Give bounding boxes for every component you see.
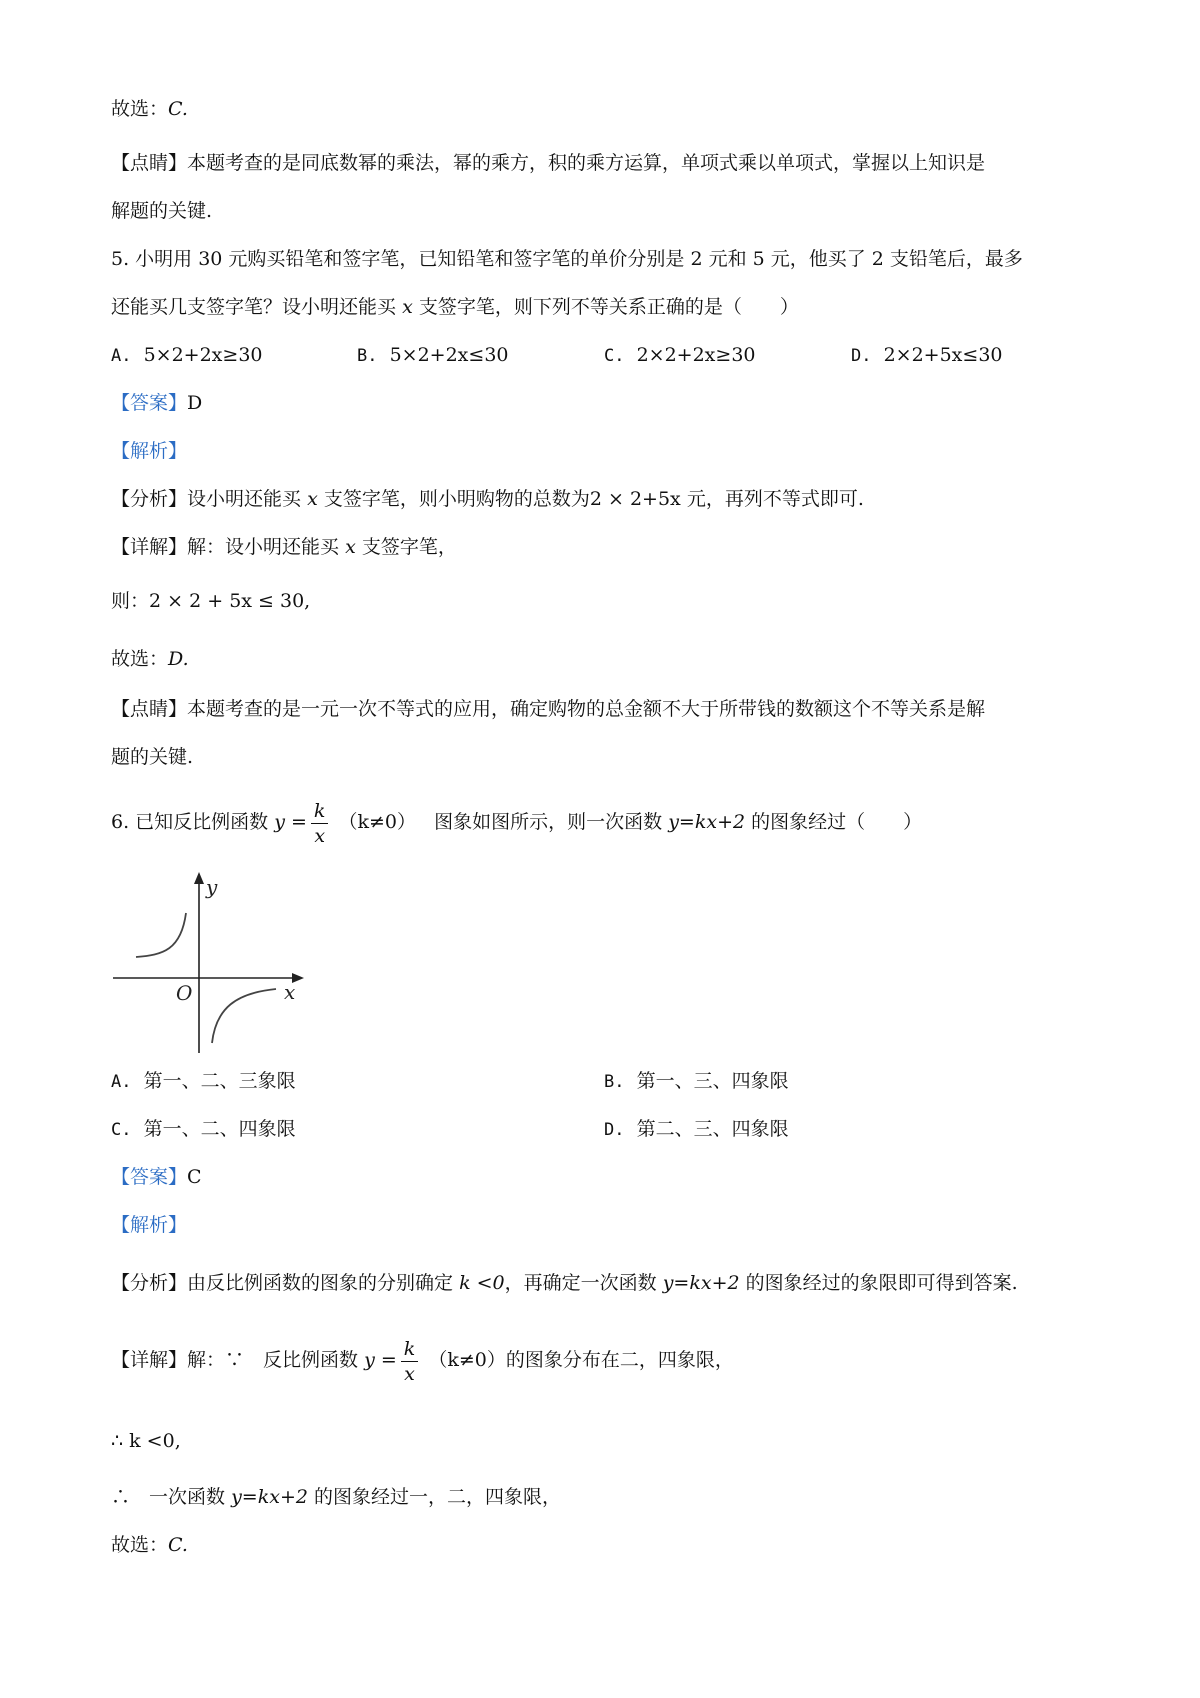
q6-therefore-line1: ∴ k <0, [111,1430,181,1452]
q5-option-b[interactable] [357,342,509,369]
q6-detail-line [111,1334,734,1386]
therefore-text: ∴ 一次函数 [111,1486,226,1508]
q5-stem-text: 支签字笔，则下列不等关系正确的是（ ） [418,296,799,318]
q5-stem-text: 还能买几支签字笔？设小明还能买 [111,296,397,318]
fraction-numerator: k [401,1337,419,1362]
q6-answer-line [111,1164,202,1190]
q6-linear-function: y=kx+2 [668,811,746,833]
q6-stem-text: 的图象经过（ ） [751,811,923,833]
q5-then-line [111,588,310,614]
choice-value: C. [168,98,188,120]
detail-variable: x [345,536,356,558]
answer-tag: 【答案】 [111,1166,188,1188]
answer-value: D [187,392,203,414]
fenxi-text: 的图象经过的象限即可得到答案. [745,1272,1018,1294]
q5-stem-line2 [111,294,799,320]
q6-option-a[interactable] [111,1068,296,1095]
x-axis-label: x [284,980,296,1004]
detail-tag: 【详解】 [111,1349,188,1371]
q5-option-c[interactable] [604,342,756,369]
q6-stem [111,796,922,848]
answer-tag: 【答案】 [111,392,188,414]
q5-comment-line2 [111,744,193,770]
then-expression: 2 × 2 + 5x ≤ 30, [149,590,311,612]
hyperbola-branch-right [212,989,276,1043]
option-label: B. [604,1072,625,1092]
option-label: A. [111,1072,132,1092]
option-text: 第一、三、四象限 [636,1070,789,1092]
comment-tag: 【点睛】 [111,698,188,720]
origin-label: O [176,981,193,1005]
option-text: 第二、三、四象限 [636,1118,789,1140]
option-label: D. [851,346,872,366]
fenxi-function: y=kx+2 [662,1272,740,1294]
choice-prefix: 故选： [111,98,169,120]
q6-function-y: y = [274,811,307,833]
fenxi-k: k <0 [459,1272,505,1294]
therefore-function: y=kx+2 [231,1486,308,1508]
option-text: 2×2+5x≤30 [883,344,1003,366]
q6-stem-text: 图象如图所示，则一次函数 [434,811,663,833]
fraction-numerator: k [311,799,329,824]
q6-option-b[interactable] [604,1068,789,1095]
option-label: B. [357,346,378,366]
comment-tag: 【点睛】 [111,152,188,174]
option-label: C. [111,1120,132,1140]
detail-text: 解：∵ 反比例函数 [187,1349,359,1371]
q6-option-c[interactable] [111,1116,296,1143]
fenxi-text: 元，再列不等式即可. [686,488,864,510]
analysis-tag: 【解析】 [111,440,188,462]
comment-text: 本题考查的是一元一次不等式的应用，确定购物的总金额不大于所带钱的数额这个不等关系是解 [187,698,986,720]
comment-text: 本题考查的是同底数幂的乘法，幂的乘方，积的乘方运算，单项式乘以单项式，掌握以上知识是 [187,152,986,174]
q6-stem-text: 6. 已知反比例函数 [111,811,269,833]
q5-detail-line [111,534,457,560]
comment-text: 题的关键. [111,746,194,768]
q5-option-a[interactable] [111,342,263,369]
prev-comment-line2 [111,198,212,224]
option-label: D. [604,1120,625,1140]
q6-fenxi-line [111,1270,1018,1296]
option-label: C. [604,346,625,366]
fraction-denominator: x [404,1362,415,1385]
fenxi-tag: 【分析】 [111,1272,188,1294]
therefore-text: 的图象经过一，二，四象限， [314,1486,562,1508]
answer-value: C [187,1166,202,1188]
q5-fenxi-line [111,486,864,512]
q6-analysis-tag [111,1212,187,1238]
option-text: 5×2+2x≥30 [143,344,263,366]
q5-answer-line [111,390,202,416]
q5-variable: x [402,296,413,318]
q6-option-d[interactable] [604,1116,789,1143]
q6-therefore-line2 [111,1484,561,1510]
fenxi-tag: 【分析】 [111,488,188,510]
hyperbola-branch-left [136,913,186,957]
detail-text: 解：设小明还能买 [187,536,340,558]
fenxi-text: 支签字笔，则小明购物的总数为 [323,488,590,510]
q6-condition: （k≠0） [338,811,417,833]
detail-tag: 【详解】 [111,536,188,558]
q5-analysis-tag [111,438,187,464]
q5-option-d[interactable] [851,342,1003,369]
comment-text: 解题的关键. [111,200,213,222]
fraction-denominator: x [314,824,326,847]
option-text: 第一、二、四象限 [143,1118,296,1140]
q6-hyperbola-graph [108,868,308,1058]
option-text: 第一、二、三象限 [143,1070,296,1092]
fenxi-text: 设小明还能买 [187,488,302,510]
choice-value: C. [168,1534,188,1556]
q5-stem-line1: 5. 小明用 30 元购买铅笔和签字笔，已知铅笔和签字笔的单价分别是 2 元和 5 元，他买了 2 支铅笔后，最多 [111,248,1023,270]
choice-value: D. [168,648,189,670]
prev-choice-line [111,96,188,122]
fenxi-text: ，再确定一次函数 [504,1272,657,1294]
option-label: A. [111,346,132,366]
fenxi-text: 由反比例函数的图象的分别确定 [187,1272,454,1294]
fenxi-variable: x [307,488,318,510]
detail-text: 支签字笔， [361,536,457,558]
q6-fraction [311,799,329,848]
q5-choice-line [111,646,189,672]
choice-prefix: 故选： [111,1534,169,1556]
q6-choice-line [111,1532,188,1558]
choice-prefix: 故选： [111,648,169,670]
option-text: 2×2+2x≥30 [636,344,756,366]
analysis-tag: 【解析】 [111,1214,188,1236]
detail-fraction [401,1337,419,1386]
fenxi-expression: 2 × 2+5x [589,488,681,510]
then-prefix: 则： [111,590,150,612]
option-text: 5×2+2x≤30 [389,344,509,366]
y-axis-arrow [194,872,204,884]
q5-comment-line1 [111,696,985,722]
y-axis-label: y [206,875,218,899]
detail-text: （k≠0）的图象分布在二，四象限， [428,1349,734,1371]
prev-comment-line1 [111,150,985,176]
detail-function-y: y = [364,1349,397,1371]
